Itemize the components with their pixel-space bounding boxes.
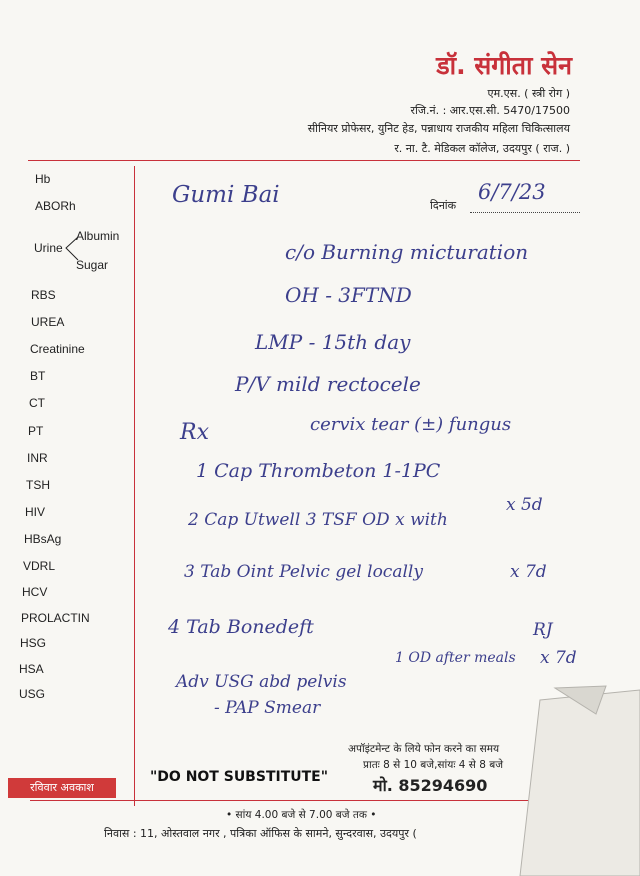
test-label-hcv: HCV: [22, 585, 48, 599]
evening-hours: • सांय 4.00 बजे से 7.00 बजे तक •: [226, 809, 377, 821]
test-label-ct: CT: [29, 396, 45, 410]
test-label-hiv: HIV: [25, 505, 46, 519]
rx-item-1: 1 Cap Thrombeton 1-1PC: [196, 460, 441, 482]
note-pv-exam: P/V mild rectocele: [235, 372, 421, 396]
note-complaint: c/o Burning micturation: [285, 240, 529, 264]
test-label-hsa: HSA: [19, 662, 44, 676]
note-obstetric-history: OH - 3FTND: [285, 283, 412, 307]
institution: र. ना. टै. मेडिकल कॉलेज, उदयपुर ( राज. ): [394, 142, 570, 155]
test-label-hsg: HSG: [20, 636, 47, 650]
test-label-bt: BT: [30, 369, 46, 383]
test-label-creatinine: Creatinine: [30, 342, 85, 356]
residence-address: निवास : 11, ओस्तवाल नगर , पत्रिका ऑफिस के सामने, सुन्दरवास, उदयपुर (: [104, 827, 417, 840]
test-label-tsh: TSH: [26, 478, 50, 492]
rx-item-4: 4 Tab Bonedeft: [168, 616, 314, 638]
test-label-prolactin: PROLACTIN: [21, 611, 90, 625]
test-label-aborh: ABORh: [35, 199, 76, 213]
patient-name: Gumi Bai: [172, 182, 280, 208]
rx-item-1-duration: x 5d: [506, 495, 543, 515]
mobile-number: मो. 85294690: [373, 776, 488, 795]
rx-item-4-instructions: 1 OD after meals: [395, 650, 516, 666]
do-not-substitute: "DO NOT SUBSTITUTE": [150, 769, 329, 785]
test-label-vdrl: VDRL: [23, 559, 56, 573]
rx-item-3: 3 Tab Oint Pelvic gel locally: [184, 562, 423, 582]
prescription-date: 6/7/23: [478, 180, 546, 204]
advice-pap-smear: - PAP Smear: [214, 698, 321, 718]
rx-item-4-duration: x 7d: [540, 648, 577, 668]
note-cervix: cervix tear (±) fungus: [310, 414, 512, 435]
test-label-hbsag: HBsAg: [24, 532, 62, 546]
doctor-name: डॉ. संगीता सेन: [436, 51, 572, 80]
appointment-text: अपॉइंटमेन्ट के लिये फोन करने का समय: [348, 743, 500, 755]
appointment-timing: प्रातः 8 से 10 बजे,सांयः 4 से 8 बजे: [363, 759, 504, 771]
note-lmp: LMP - 15th day: [255, 330, 411, 354]
test-label-albumin: Albumin: [76, 229, 120, 243]
test-label-usg: USG: [19, 687, 46, 701]
rx-item-2: 2 Cap Utwell 3 TSF OD x with: [188, 510, 448, 530]
test-label-hb: Hb: [35, 172, 51, 186]
test-label-pt: PT: [28, 424, 44, 438]
test-label-urea: UREA: [31, 315, 65, 329]
test-label-inr: INR: [27, 451, 48, 465]
sunday-off-badge: रविवार अवकाश: [8, 778, 116, 798]
test-label-sugar: Sugar: [76, 258, 109, 272]
registration-number: रजि.नं. : आर.एस.सी. 5470/17500: [410, 104, 570, 117]
date-label: दिनांक: [430, 199, 457, 212]
doctor-qualification: एम.एस. ( स्त्री रोग ): [487, 87, 570, 100]
rx-item-3-duration: x 7d: [510, 562, 547, 582]
doctor-position: सीनियर प्रोफेसर, युनिट हेड, पन्नाधाय राजकीय महिला चिकित्सालय: [307, 122, 570, 135]
rx-item-4-code: RJ: [533, 620, 553, 640]
test-label-rbs: RBS: [31, 288, 56, 302]
advice-usg: Adv USG abd pelvis: [176, 672, 347, 692]
test-label-urine: Urine: [34, 241, 63, 255]
rx-symbol: Rx: [180, 420, 209, 445]
